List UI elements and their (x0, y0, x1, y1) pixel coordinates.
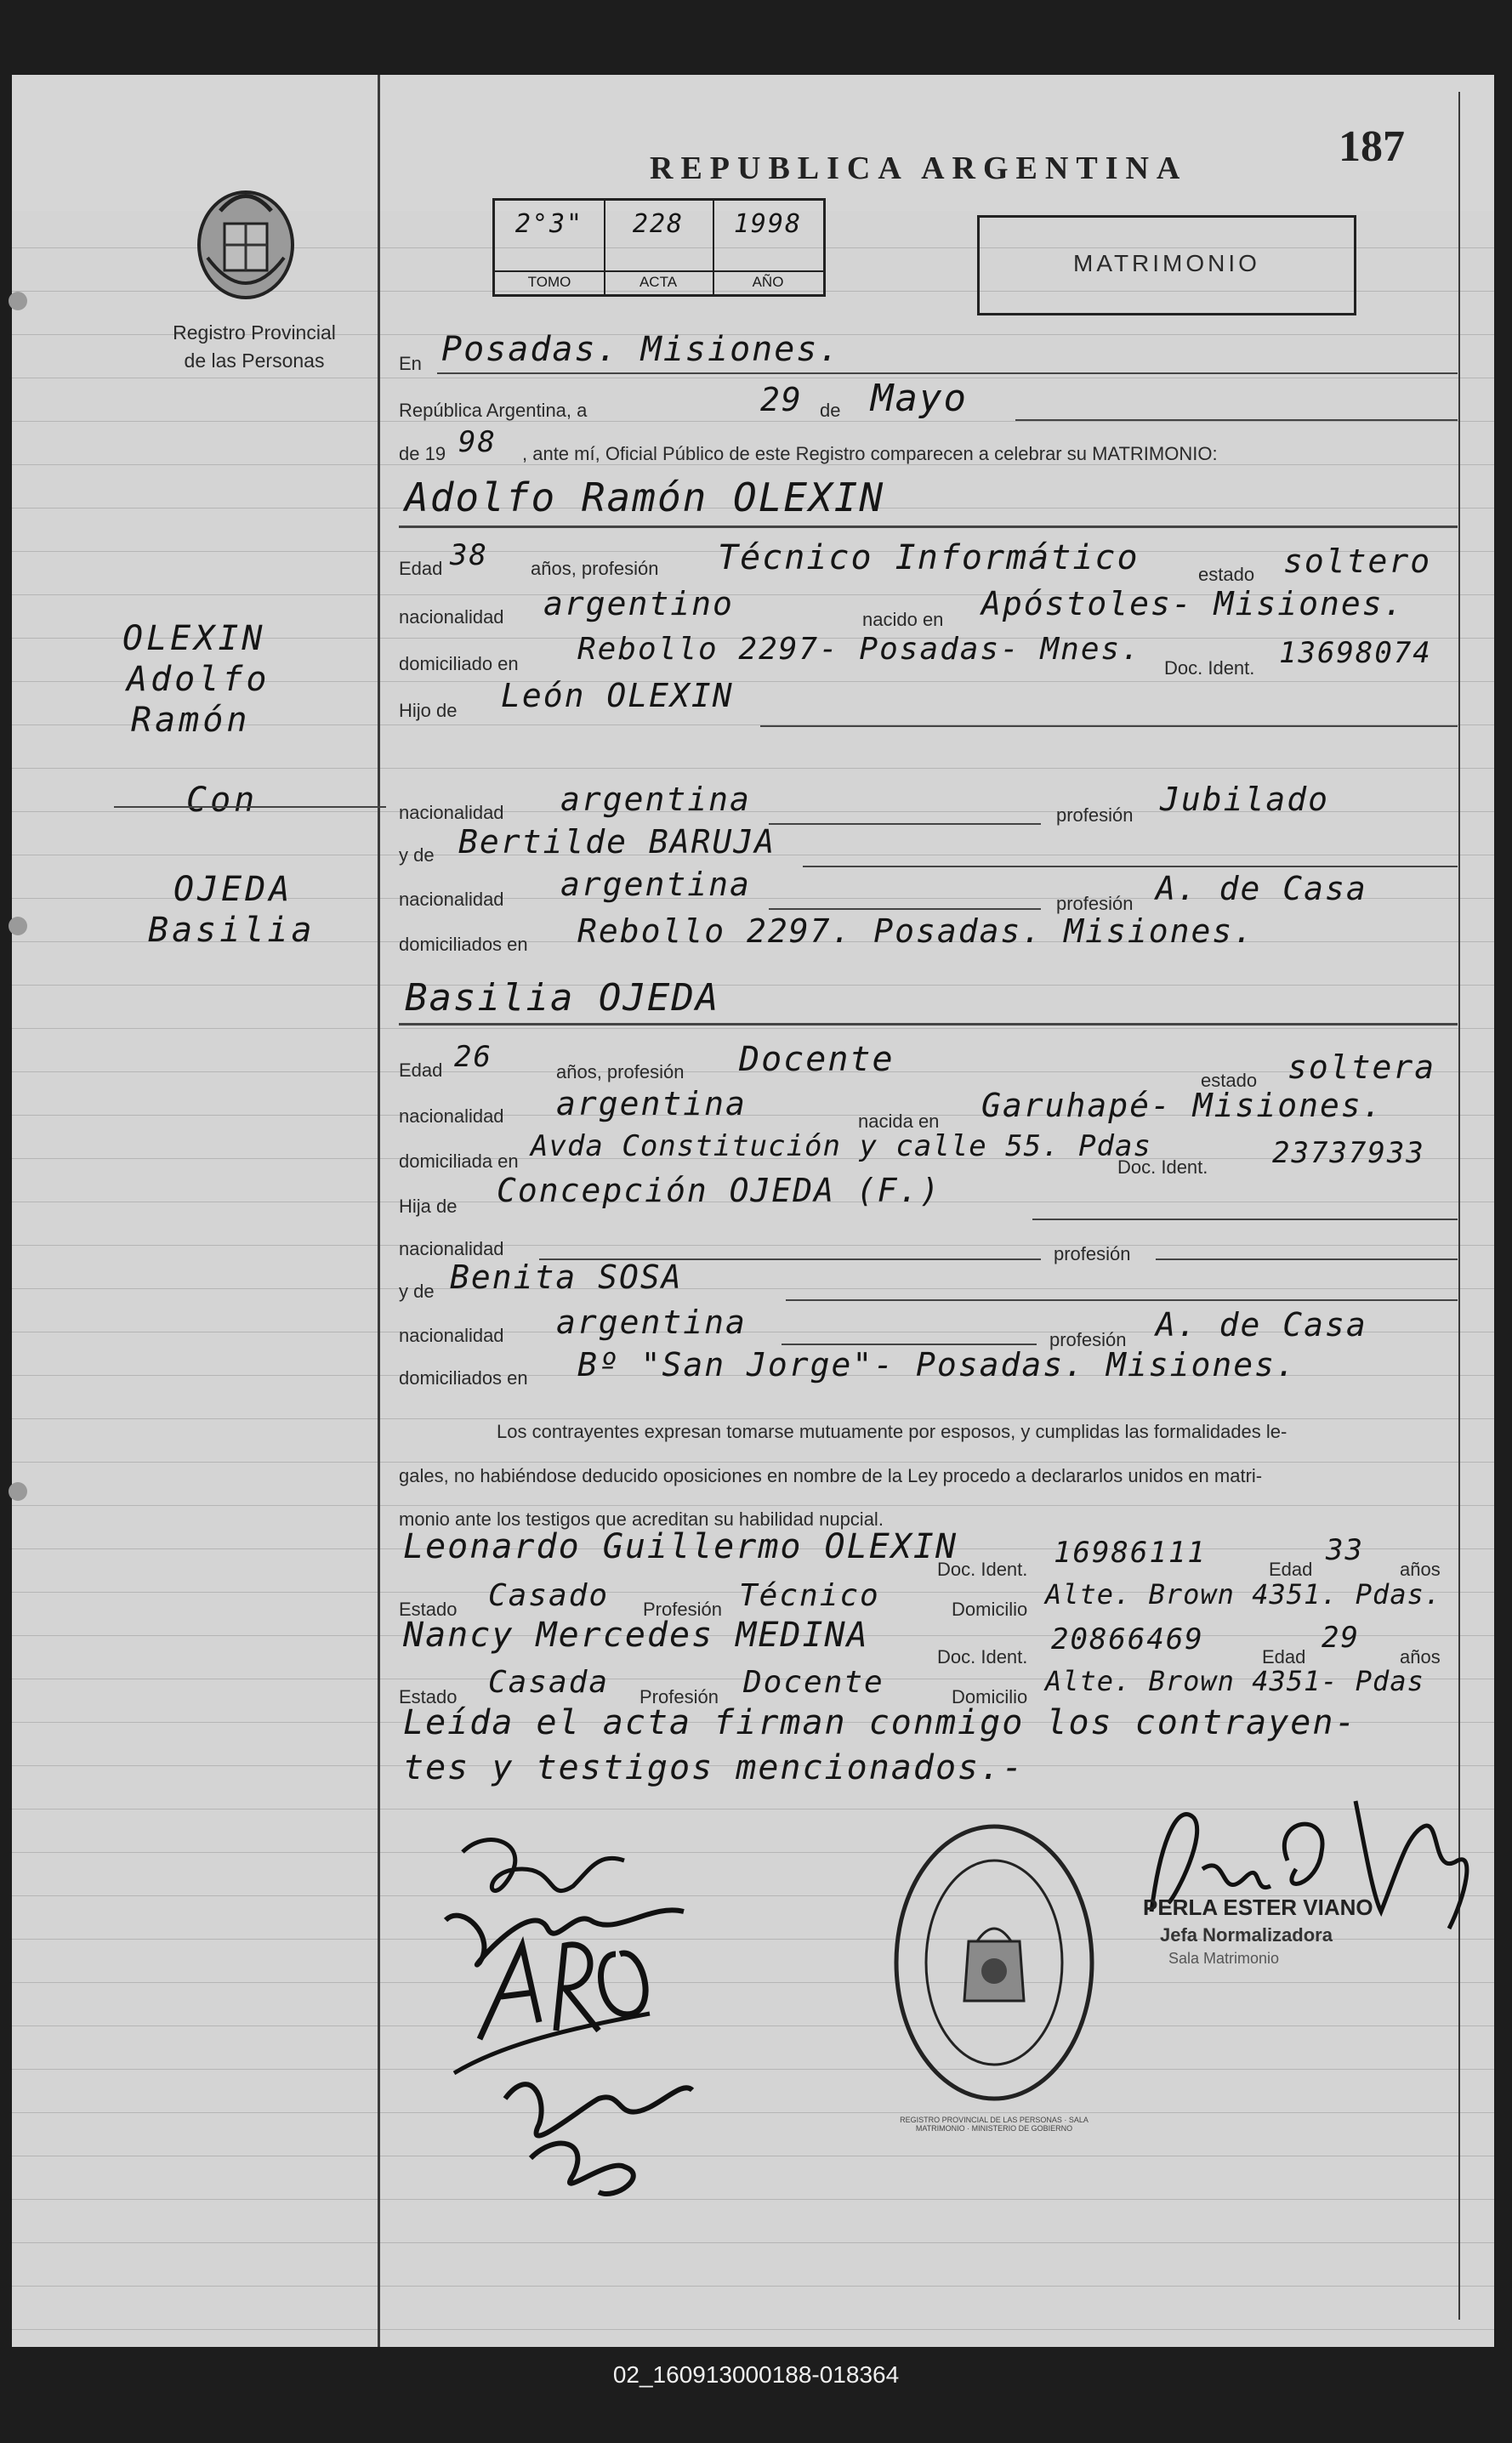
year-prefix: de 19 (399, 443, 446, 464)
groom-edad-label: Edad (399, 558, 443, 579)
witness1-dom-label: Domicilio (952, 1599, 1028, 1620)
tomo-acta-ano-box (492, 198, 826, 297)
rule (786, 1299, 1458, 1301)
register-page (12, 75, 1494, 2347)
bride-full-name: Basilia OJEDA (405, 976, 720, 1020)
rule (399, 526, 1458, 528)
declaration-line-1: Los contrayentes expresan tomarse mutuamente por esposos, y cumplidas las formalidades le- (497, 1421, 1287, 1442)
margin-divider (378, 75, 380, 2347)
tomo-value: 2°3" (514, 209, 584, 239)
place-value: Posadas. Misiones. (441, 330, 841, 369)
bride-line-nat-label: nacionalidad (399, 1238, 504, 1259)
witness1-estado: Casado (488, 1578, 610, 1613)
record-type-box (977, 215, 1356, 315)
day-value: 29 (760, 381, 803, 418)
declaration-line-3: monio ante los testigos que acreditan su habilidad nupcial. (399, 1508, 884, 1530)
ano-cell (713, 201, 823, 294)
groom-mother-nat-label: nacionalidad (399, 889, 504, 910)
groom-parents-address: Rebollo 2297. Posadas. Misiones. (577, 912, 1255, 950)
groom-mother-nationality: argentina (560, 866, 751, 903)
margin-conjunction: Con (186, 781, 259, 820)
groom-father-nationality: argentina (560, 781, 751, 818)
groom-father: León OLEXIN (501, 677, 734, 714)
groom-father-prof-label: profesión (1056, 804, 1134, 826)
rule (803, 866, 1458, 867)
rule (782, 1344, 1037, 1345)
bride-mother: Concepción OJEDA (F.) (497, 1172, 941, 1209)
official-title: Jefa Normalizadora (1160, 1924, 1333, 1946)
en-label: En (399, 353, 422, 374)
groom-full-name: Adolfo Ramón OLEXIN (405, 474, 885, 520)
rule (1032, 1219, 1458, 1220)
groom-mother-profession: A. de Casa (1156, 870, 1367, 907)
binder-hole (9, 292, 27, 310)
rule (1015, 419, 1458, 421)
witness2-doc: 20866469 (1051, 1622, 1204, 1656)
witness2-doc-label: Doc. Ident. (937, 1646, 1028, 1667)
groom-father-nat-label: nacionalidad (399, 802, 504, 823)
witness2-prof-label: Profesión (639, 1686, 719, 1707)
witness1-doc: 16986111 (1054, 1536, 1207, 1570)
groom-nat-label: nacionalidad (399, 606, 504, 628)
groom-profession: Técnico Informático (718, 538, 1140, 577)
witness2-prof: Docente (743, 1665, 884, 1700)
official-name: PERLA ESTER VIANO (1143, 1895, 1373, 1920)
groom-mother: Bertilde BARUJA (458, 823, 776, 861)
bride-mother-label: Hija de (399, 1196, 458, 1217)
witness1-doc-label: Doc. Ident. (937, 1559, 1028, 1580)
bride-profesion-label: años, profesión (556, 1061, 685, 1082)
witness2-age: 29 (1322, 1621, 1360, 1655)
de-label: de (820, 400, 841, 421)
coat-of-arms-icon (190, 177, 301, 304)
rule (437, 372, 1458, 374)
margin-bride-first: Basilia (148, 911, 315, 950)
bride-gm-prof-label: profesión (1049, 1329, 1127, 1350)
declaration-line-2: gales, no habiéndose deducido oposiciones en nombre de la Ley procedo a declararlos unidos en matri- (399, 1465, 1263, 1486)
closing-line-2: tes y testigos mencionados.- (403, 1748, 1025, 1787)
witness1-prof: Técnico (739, 1578, 880, 1613)
bride-nacida-label: nacida en (858, 1111, 940, 1132)
groom-estado: soltero (1283, 543, 1432, 580)
witness1-prof-label: Profesión (643, 1599, 722, 1620)
bride-parents-address: Bº "San Jorge"- Posadas. Misiones. (577, 1346, 1297, 1383)
witness2-dom-label: Domicilio (952, 1686, 1028, 1707)
bride-parents-dom-label: domiciliados en (399, 1367, 528, 1389)
rule (1156, 1258, 1458, 1260)
witness1-edad-label: Edad (1269, 1559, 1313, 1580)
witness2-estado-label: Estado (399, 1686, 458, 1707)
bride-gm-nationality: argentina (556, 1304, 747, 1341)
bride-estado: soltera (1287, 1048, 1436, 1086)
bride-doc-label: Doc. Ident. (1117, 1156, 1208, 1178)
groom-dom-label: domiciliado en (399, 653, 519, 674)
bride-nationality: argentina (556, 1085, 747, 1122)
official-subtitle: Sala Matrimonio (1168, 1950, 1280, 1967)
bride-edad-label: Edad (399, 1060, 443, 1081)
witness2-name: Nancy Mercedes MEDINA (403, 1616, 869, 1655)
rule (760, 725, 1458, 727)
bride-dom-label: domiciliada en (399, 1150, 519, 1172)
republica-label: República Argentina, a (399, 400, 588, 421)
groom-nationality: argentino (543, 585, 734, 622)
margin-groom-middle: Ramón (131, 701, 251, 740)
stamp-text: REGISTRO PROVINCIAL DE LAS PERSONAS · SALA MATRIMONIO · MINISTERIO DE GOBIERNO (900, 2116, 1089, 2133)
bride-grandmother: Benita SOSA (450, 1258, 683, 1296)
groom-doc-label: Doc. Ident. (1164, 657, 1255, 679)
witness2-anos: años (1400, 1646, 1441, 1667)
acta-cell (604, 201, 714, 294)
groom-address: Rebollo 2297- Posadas- Mnes. (577, 632, 1141, 667)
groom-profesion-label: años, profesión (531, 558, 659, 579)
groom-age: 38 (450, 538, 488, 572)
rule (769, 823, 1041, 825)
registry-label: Registro Provincial de las Personas (173, 321, 336, 372)
ano-label: AÑO (713, 270, 823, 291)
bride-age: 26 (454, 1040, 492, 1074)
country-title: REPUBLICA ARGENTINA (650, 151, 1188, 186)
witness2-edad-label: Edad (1262, 1646, 1306, 1667)
bride-doc: 23737933 (1272, 1136, 1425, 1170)
witness1-anos: años (1400, 1559, 1441, 1580)
groom-father-label: Hijo de (399, 700, 458, 721)
acta-label: ACTA (604, 270, 713, 291)
tomo-label: TOMO (495, 270, 604, 291)
bride-gm-nat-label: nacionalidad (399, 1325, 504, 1346)
margin-groom-surname: OLEXIN (122, 619, 266, 658)
witness2-estado: Casada (488, 1665, 610, 1700)
month-value: Mayo (871, 377, 968, 420)
tomo-cell (495, 201, 605, 294)
margin-bride-surname: OJEDA (173, 870, 293, 909)
witness2-dom: Alte. Brown 4351- Pdas (1045, 1665, 1424, 1697)
bride-nat-label: nacionalidad (399, 1105, 504, 1127)
groom-mother-prof-label: profesión (1056, 893, 1134, 914)
page-number: 187 (1339, 122, 1405, 171)
right-border (1458, 92, 1460, 2320)
official-stamp-icon (888, 1814, 1100, 2111)
footer-code: 02_160913000188-018364 (0, 2351, 1512, 2443)
groom-parents-dom-label: domiciliados en (399, 934, 528, 955)
rule (769, 908, 1041, 910)
ano-value: 1998 (733, 209, 803, 239)
witness1-age: 33 (1326, 1533, 1364, 1567)
margin-rule (114, 806, 386, 808)
groom-mother-label: y de (399, 844, 435, 866)
binder-hole (9, 917, 27, 935)
bride-gm-profession: A. de Casa (1156, 1306, 1367, 1344)
binder-hole (9, 1482, 27, 1501)
bride-profession: Docente (739, 1040, 895, 1079)
groom-estado-label: estado (1198, 564, 1255, 585)
margin-groom-first: Adolfo (127, 660, 270, 699)
bride-address: Avda Constitución y calle 55. Pdas (531, 1129, 1151, 1163)
year-suffix: 98 (458, 425, 497, 459)
record-type: MATRIMONIO (1073, 250, 1260, 276)
bride-estado-label: estado (1201, 1070, 1258, 1091)
closing-line-1: Leída el acta firman conmigo los contrayen- (403, 1703, 1357, 1742)
statement: , ante mí, Oficial Público de este Registro comparecen a celebrar su MATRIMONIO: (522, 443, 1218, 464)
acta-value: 228 (632, 209, 685, 239)
bride-gm-label: y de (399, 1281, 435, 1302)
witness1-name: Leonardo Guillermo OLEXIN (403, 1527, 958, 1566)
signatures-left-icon (429, 1818, 735, 2218)
witness1-estado-label: Estado (399, 1599, 458, 1620)
bride-birthplace: Garuhapé- Misiones. (981, 1087, 1384, 1124)
groom-father-profession: Jubilado (1160, 781, 1330, 818)
groom-birthplace: Apóstoles- Misiones. (981, 585, 1405, 622)
groom-nacido-label: nacido en (862, 609, 944, 630)
rule (399, 1023, 1458, 1025)
witness1-dom: Alte. Brown 4351. Pdas. (1045, 1578, 1442, 1611)
bride-line-prof-label: profesión (1054, 1243, 1131, 1264)
groom-doc: 13698074 (1279, 636, 1432, 670)
